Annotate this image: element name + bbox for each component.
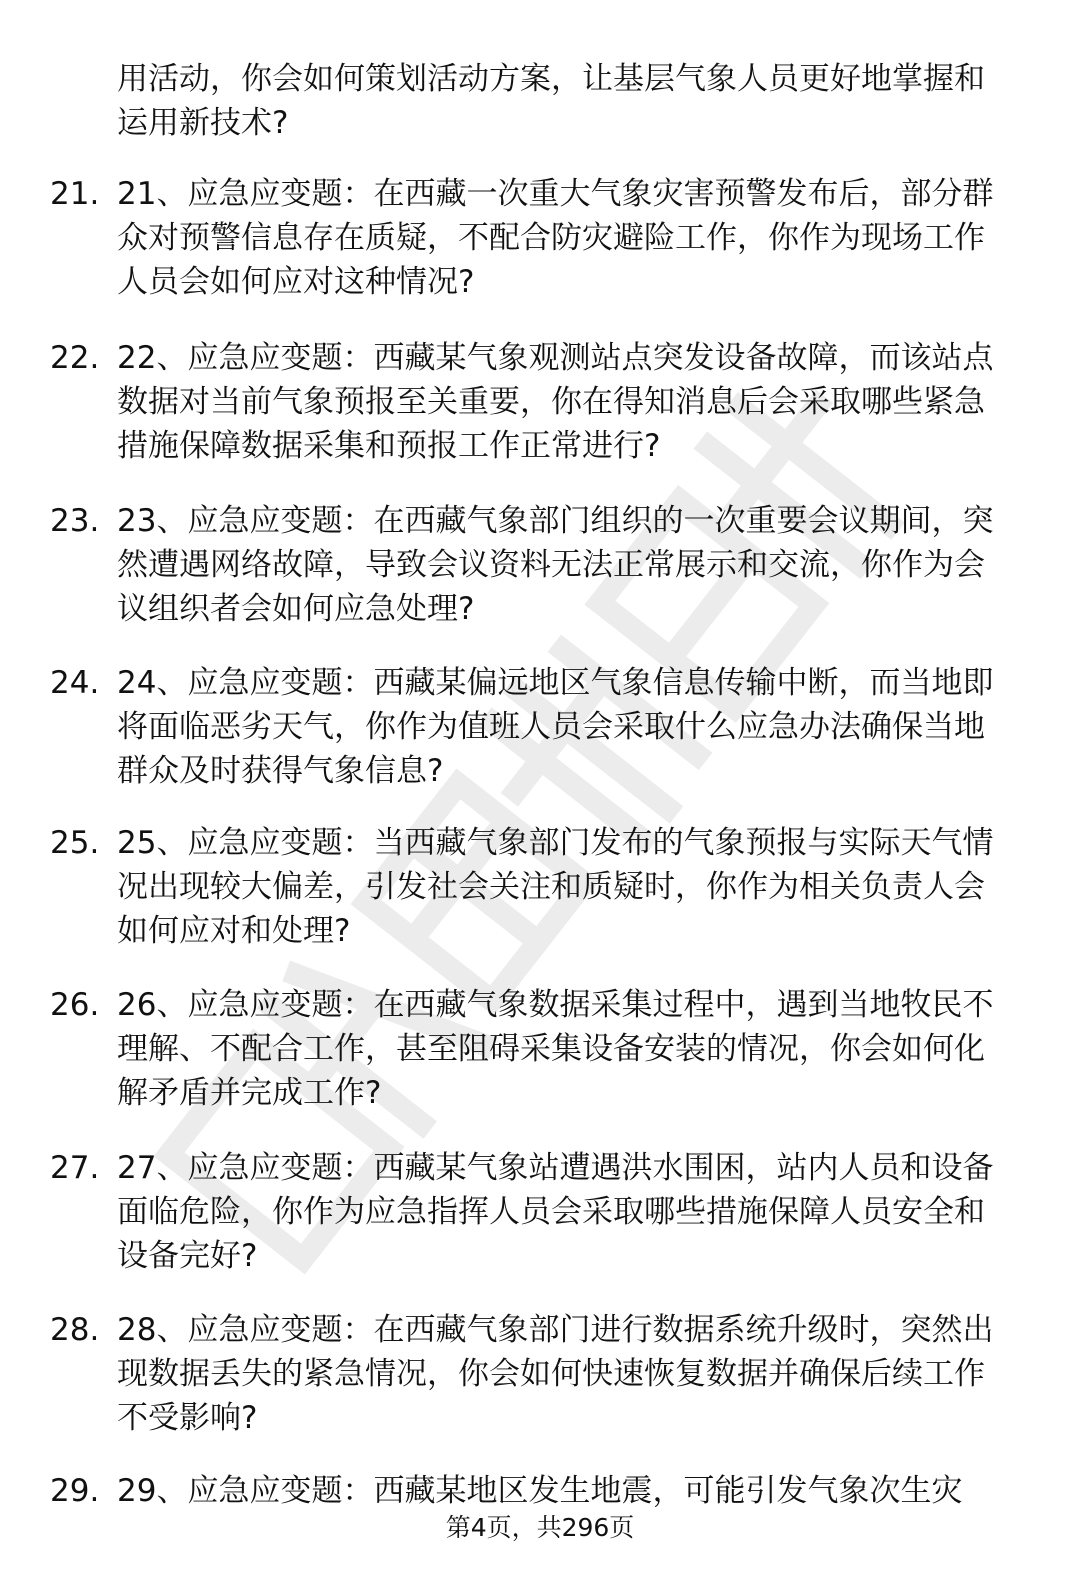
question-text-line: 况出现较大偏差，引发社会关注和质疑时，你作为相关负责人会: [117, 869, 985, 905]
question-text-line: 26、应急应变题：在西藏气象数据采集过程中，遇到当地牧民不: [117, 987, 994, 1023]
list-number: 28.: [50, 1312, 100, 1348]
question-text-line: 措施保障数据采集和预报工作正常进行?: [117, 428, 661, 464]
list-number: 29.: [50, 1473, 100, 1509]
question-text-line: 29、应急应变题：西藏某地区发生地震，可能引发气象次生灾: [117, 1473, 963, 1509]
list-number: 22.: [50, 340, 100, 376]
question-text-line: 数据对当前气象预报至关重要，你在得知消息后会采取哪些紧急: [117, 384, 985, 420]
question-text-line: 解矛盾并完成工作?: [117, 1075, 382, 1111]
question-text-line: 23、应急应变题：在西藏气象部门组织的一次重要会议期间，突: [117, 503, 994, 539]
question-text-line: 然遭遇网络故障，导致会议资料无法正常展示和交流，你作为会: [117, 547, 985, 583]
question-text-line: 如何应对和处理?: [117, 913, 351, 949]
continuation-line: 用活动，你会如何策划活动方案，让基层气象人员更好地掌握和: [117, 61, 985, 97]
list-number: 27.: [50, 1150, 100, 1186]
list-number: 26.: [50, 987, 100, 1023]
question-text-line: 理解、不配合工作，甚至阻碍采集设备安装的情况，你会如何化: [117, 1031, 985, 1067]
question-text-line: 将面临恶劣天气，你作为值班人员会采取什么应急办法确保当地: [117, 709, 985, 745]
question-text-line: 25、应急应变题：当西藏气象部门发布的气象预报与实际天气情: [117, 825, 994, 861]
question-text-line: 众对预警信息存在质疑，不配合防灾避险工作，你作为现场工作: [117, 220, 985, 256]
question-text-line: 27、应急应变题：西藏某气象站遭遇洪水围困，站内人员和设备: [117, 1150, 994, 1186]
question-text-line: 24、应急应变题：西藏某偏远地区气象信息传输中断，而当地即: [117, 665, 994, 701]
question-text-line: 21、应急应变题：在西藏一次重大气象灾害预警发布后，部分群: [117, 176, 994, 212]
question-text-line: 现数据丢失的紧急情况，你会如何快速恢复数据并确保后续工作: [117, 1356, 985, 1392]
question-text-line: 22、应急应变题：西藏某气象观测站点突发设备故障，而该站点: [117, 340, 994, 376]
question-text-line: 设备完好?: [117, 1238, 258, 1274]
continuation-line: 运用新技术?: [117, 105, 289, 141]
question-text-line: 面临危险，你作为应急指挥人员会采取哪些措施保障人员安全和: [117, 1194, 985, 1230]
list-number: 24.: [50, 665, 100, 701]
question-text-line: 人员会如何应对这种情况?: [117, 264, 475, 300]
question-text-line: 议组织者会如何应急处理?: [117, 591, 475, 627]
question-text-line: 不受影响?: [117, 1400, 258, 1436]
list-number: 25.: [50, 825, 100, 861]
question-text-line: 28、应急应变题：在西藏气象部门进行数据系统升级时，突然出: [117, 1312, 994, 1348]
list-number: 21.: [50, 176, 100, 212]
question-text-line: 群众及时获得气象信息?: [117, 753, 444, 789]
list-number: 23.: [50, 503, 100, 539]
page-footer: 第4页，共296页: [445, 1513, 635, 1542]
